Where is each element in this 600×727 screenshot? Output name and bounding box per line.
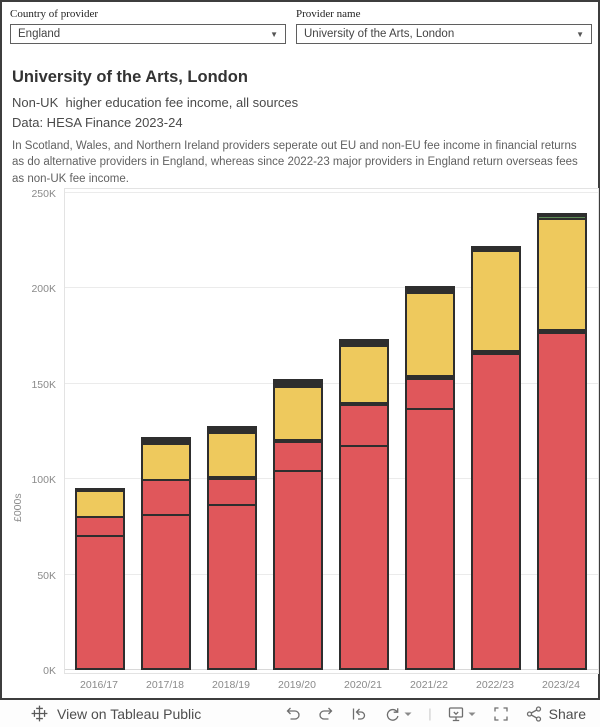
bar-segment-yellow[interactable] bbox=[143, 443, 189, 479]
bar-segment-red[interactable] bbox=[341, 445, 387, 668]
bar-segment-yellow[interactable] bbox=[473, 250, 519, 350]
chevron-down-icon: ▼ bbox=[576, 29, 584, 39]
bar-segment-red[interactable] bbox=[407, 378, 453, 408]
toolbar-buttons bbox=[284, 705, 586, 723]
fullscreen-icon bbox=[492, 705, 510, 723]
bar-segment-red[interactable] bbox=[77, 516, 123, 535]
x-axis-tick-label: 2020/21 bbox=[344, 679, 382, 691]
caret-down-icon bbox=[403, 709, 413, 719]
page-title: University of the Arts, London bbox=[12, 68, 248, 86]
chart-header bbox=[12, 68, 592, 187]
bar-2019-20[interactable] bbox=[273, 379, 323, 670]
bar-2022-23[interactable] bbox=[471, 246, 521, 670]
bar-segment-red[interactable] bbox=[209, 504, 255, 668]
y-axis-tick-label: 150K bbox=[31, 378, 56, 391]
bar-segment-yellow[interactable] bbox=[209, 432, 255, 476]
x-axis-tick-label: 2018/19 bbox=[212, 679, 250, 691]
view-on-tableau-public-label: View on Tableau Public bbox=[57, 705, 202, 722]
bar-segment-red[interactable] bbox=[407, 408, 453, 668]
data-source-line: Data: HESA Finance 2023-24 bbox=[12, 114, 183, 130]
refresh-icon bbox=[383, 705, 401, 723]
reset-icon bbox=[350, 705, 368, 723]
bar-2023-24[interactable] bbox=[537, 213, 587, 670]
provider-name-label: Provider name bbox=[296, 8, 361, 20]
country-of-provider-label: Country of provider bbox=[10, 8, 98, 20]
methodology-note: In Scotland, Wales, and Northern Ireland providers seperate out EU and non-EU fee income in financial returns as do alternative providers in England, whereas since 2022-23 major providers in England return overseas fees as non-UK fee income. bbox=[12, 140, 578, 185]
y-axis-tick-label: 50K bbox=[37, 569, 56, 582]
x-axis-tick-label: 2023/24 bbox=[542, 679, 580, 691]
y-axis-tick-label: 100K bbox=[31, 474, 56, 487]
share-icon bbox=[525, 705, 543, 723]
plot-area bbox=[64, 188, 599, 674]
y-axis-title: £000s bbox=[12, 493, 24, 522]
chart-subtitle: Non-UK higher education fee income, all sources bbox=[12, 95, 299, 110]
bar-2017-18[interactable] bbox=[141, 437, 191, 670]
country-of-provider-dropdown[interactable] bbox=[10, 24, 286, 44]
bar-segment-red[interactable] bbox=[143, 479, 189, 514]
bar-segment-red[interactable] bbox=[209, 478, 255, 504]
bar-segment-yellow[interactable] bbox=[77, 490, 123, 516]
x-axis-tick-label: 2016/17 bbox=[80, 679, 118, 691]
bar-segment-red[interactable] bbox=[341, 404, 387, 445]
bar-segment-yellow[interactable] bbox=[275, 386, 321, 439]
fullscreen-button[interactable] bbox=[492, 705, 510, 723]
stacked-bar-chart bbox=[2, 182, 600, 694]
x-axis-tick-label: 2021/22 bbox=[410, 679, 448, 691]
view-on-tableau-public-link[interactable] bbox=[30, 704, 201, 723]
redo-icon bbox=[317, 705, 335, 723]
bar-2020-21[interactable] bbox=[339, 339, 389, 670]
bar-segment-red[interactable] bbox=[275, 470, 321, 668]
bar-segment-yellow[interactable] bbox=[341, 345, 387, 402]
y-axis-tick-label: 200K bbox=[31, 283, 56, 296]
caret-down-icon bbox=[467, 709, 477, 719]
download-icon bbox=[447, 705, 465, 723]
bar-segment-red[interactable] bbox=[539, 332, 585, 668]
bar-segment-red[interactable] bbox=[77, 535, 123, 668]
redo-button[interactable] bbox=[317, 705, 335, 723]
chevron-down-icon: ▼ bbox=[270, 29, 278, 39]
provider-name-dropdown[interactable] bbox=[296, 24, 592, 44]
country-of-provider-value: England bbox=[18, 28, 61, 40]
bar-segment-red[interactable] bbox=[143, 514, 189, 668]
refresh-button[interactable] bbox=[383, 705, 413, 723]
bar-2018-19[interactable] bbox=[207, 426, 257, 670]
tableau-logo-icon bbox=[30, 704, 49, 723]
parameter-controls bbox=[10, 8, 592, 44]
reset-button[interactable] bbox=[350, 705, 368, 723]
y-axis-tick-label: 250K bbox=[31, 188, 56, 200]
tableau-footer-toolbar bbox=[0, 700, 600, 727]
undo-icon bbox=[284, 705, 302, 723]
x-axis-tick-label: 2022/23 bbox=[476, 679, 514, 691]
share-label: Share bbox=[548, 705, 586, 722]
share-button[interactable] bbox=[525, 705, 586, 723]
x-axis-tick-label: 2017/18 bbox=[146, 679, 184, 691]
toolbar-separator: | bbox=[428, 706, 432, 721]
undo-button[interactable] bbox=[284, 705, 302, 723]
bar-2021-22[interactable] bbox=[405, 286, 455, 670]
bar-segment-yellow[interactable] bbox=[539, 218, 585, 329]
y-axis-tick-label: 0K bbox=[43, 665, 56, 677]
bar-segment-red[interactable] bbox=[473, 353, 519, 668]
gridline bbox=[65, 192, 598, 193]
bar-segment-red[interactable] bbox=[275, 441, 321, 470]
provider-name-value: University of the Arts, London bbox=[304, 28, 455, 40]
download-button[interactable] bbox=[447, 705, 477, 723]
x-axis-tick-label: 2019/20 bbox=[278, 679, 316, 691]
bar-2016-17[interactable] bbox=[75, 488, 125, 670]
bar-segment-yellow[interactable] bbox=[407, 292, 453, 375]
